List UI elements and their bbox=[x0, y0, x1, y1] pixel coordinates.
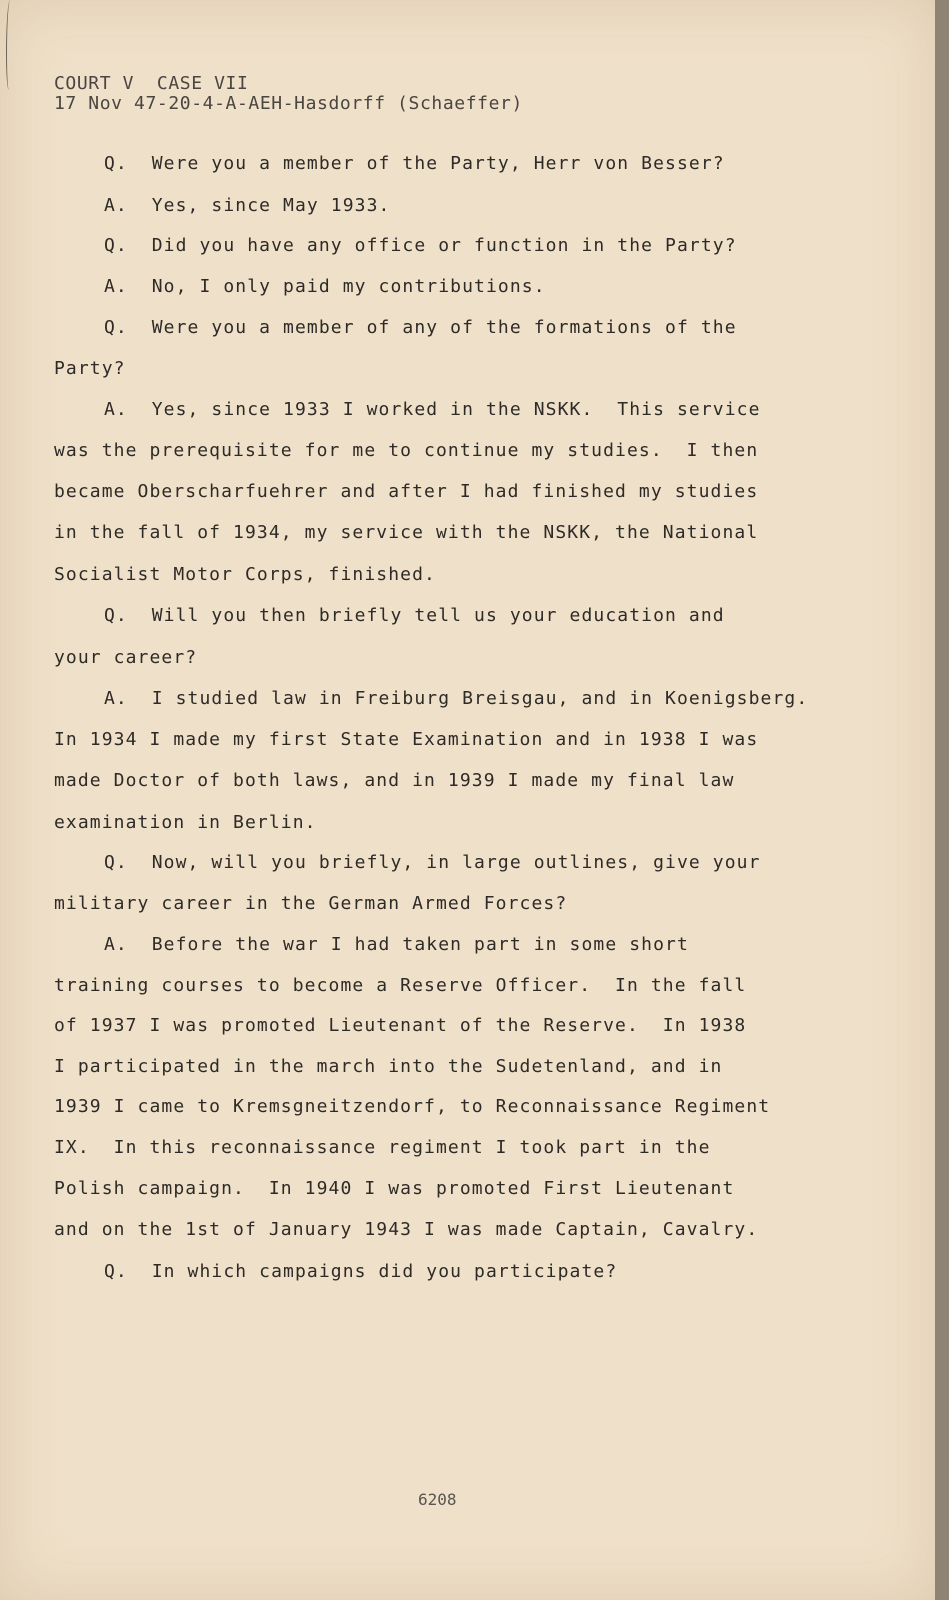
torn-edge-mark bbox=[6, 0, 13, 90]
testimony-line: In 1934 I made my first State Examination and in 1938 I was bbox=[54, 729, 759, 750]
testimony-line: A. I studied law in Freiburg Breisgau, and in Koenigsberg. bbox=[104, 688, 809, 709]
testimony-line: A. Yes, since 1933 I worked in the NSKK. This service bbox=[104, 399, 761, 420]
testimony-line: training courses to become a Reserve Officer. In the fall bbox=[54, 975, 747, 996]
scan-border bbox=[935, 0, 949, 1600]
testimony-line: Q. Will you then briefly tell us your education and bbox=[104, 605, 725, 626]
testimony-line: in the fall of 1934, my service with the NSKK, the National bbox=[54, 522, 759, 543]
testimony-line: Q. Were you a member of any of the formations of the bbox=[104, 317, 737, 338]
testimony-line: Party? bbox=[54, 358, 126, 379]
testimony-line: A. Yes, since May 1933. bbox=[104, 195, 391, 216]
testimony-line: of 1937 I was promoted Lieutenant of the Reserve. In 1938 bbox=[54, 1015, 747, 1036]
testimony-line: and on the 1st of January 1943 I was made Captain, Cavalry. bbox=[54, 1219, 759, 1240]
testimony-line: 1939 I came to Kremsgneitzendorf, to Reconnaissance Regiment bbox=[54, 1096, 771, 1117]
testimony-line: your career? bbox=[54, 647, 198, 668]
testimony-line: made Doctor of both laws, and in 1939 I made my final law bbox=[54, 770, 735, 791]
testimony-line: Polish campaign. In 1940 I was promoted First Lieutenant bbox=[54, 1178, 735, 1199]
testimony-line: Q. In which campaigns did you participate? bbox=[104, 1261, 618, 1282]
testimony-line: Q. Now, will you briefly, in large outlines, give your bbox=[104, 852, 761, 873]
testimony-line: Q. Did you have any office or function in the Party? bbox=[104, 235, 737, 256]
testimony-line: was the prerequisite for me to continue my studies. I then bbox=[54, 440, 759, 461]
testimony-line: examination in Berlin. bbox=[54, 812, 317, 833]
testimony-line: IX. In this reconnaissance regiment I took part in the bbox=[54, 1137, 711, 1158]
testimony-line: military career in the German Armed Forces? bbox=[54, 893, 568, 914]
case-header: COURT V CASE VII bbox=[54, 73, 249, 94]
case-reference: 17 Nov 47-20-4-A-AEH-Hasdorff (Schaeffer) bbox=[54, 93, 523, 114]
testimony-line: I participated in the march into the Sudetenland, and in bbox=[54, 1056, 723, 1077]
testimony-line: Socialist Motor Corps, finished. bbox=[54, 564, 436, 585]
testimony-line: Q. Were you a member of the Party, Herr von Besser? bbox=[104, 153, 725, 174]
testimony-line: became Oberscharfuehrer and after I had finished my studies bbox=[54, 481, 759, 502]
testimony-line: A. No, I only paid my contributions. bbox=[104, 276, 546, 297]
page-number: 6208 bbox=[418, 1490, 457, 1509]
testimony-line: A. Before the war I had taken part in some short bbox=[104, 934, 689, 955]
